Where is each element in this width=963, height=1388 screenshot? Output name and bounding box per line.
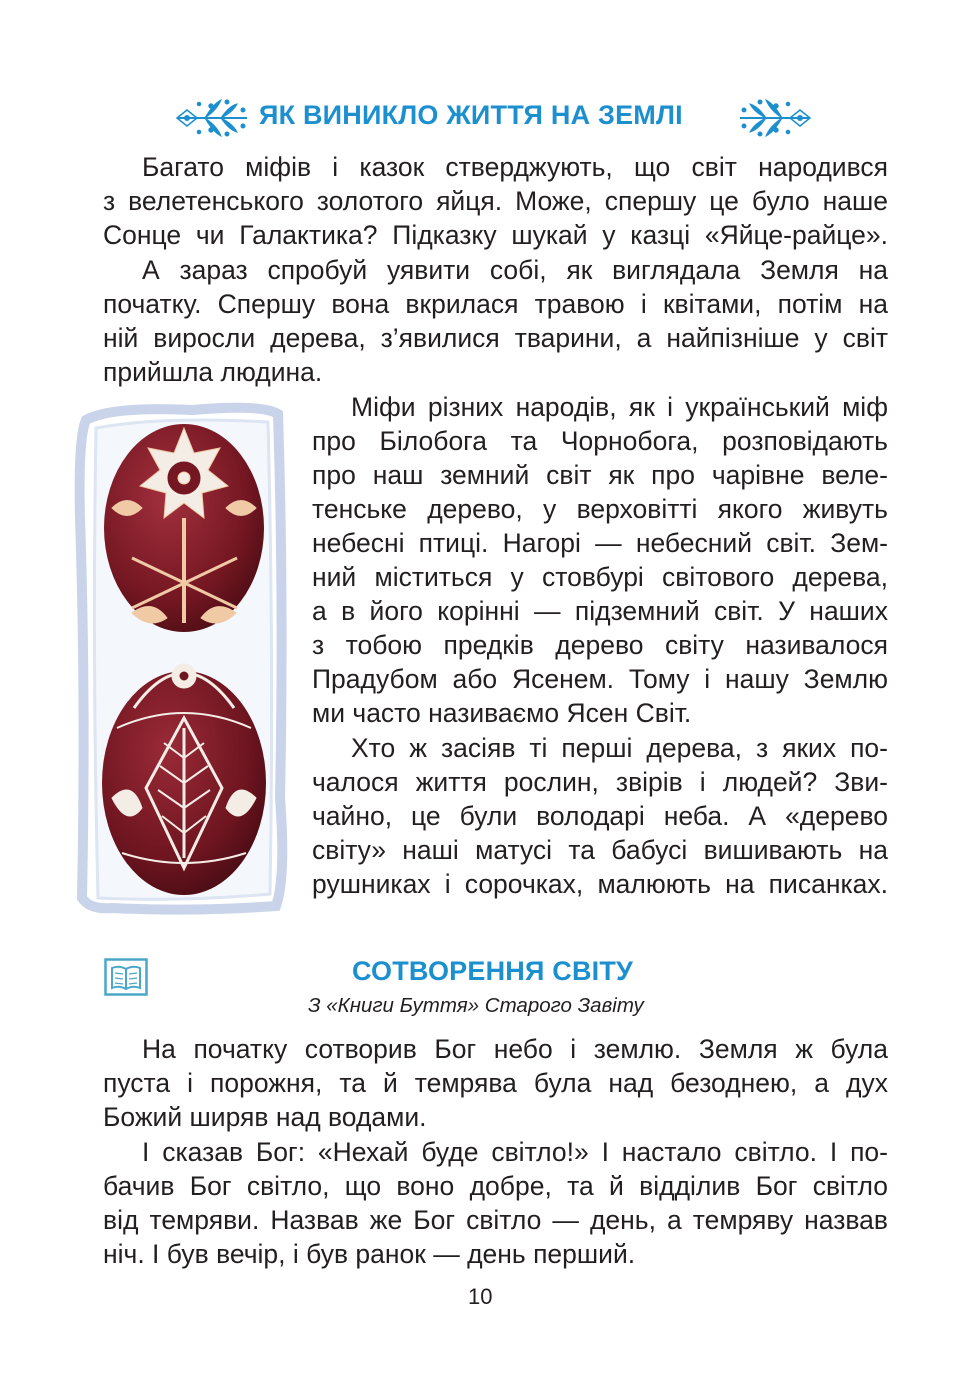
text-line: ніч. І був вечір, і був ранок — день перший. (103, 1239, 636, 1269)
text-line: світу» наші матусі та бабусі вишивають на (312, 835, 888, 865)
text-line: ми часто називаємо Ясен Світ. (312, 698, 692, 728)
text-line: чалося життя рослин, звірів і людей? Зви- (312, 767, 888, 797)
text-line: рушниках і сорочках, малюють на писанках. (312, 869, 888, 899)
section-title: СОТВОРЕННЯ СВІТУ (352, 956, 634, 986)
text-line: чайно, це були володарі неба. А «дерево (312, 801, 888, 831)
text-line: з тобою предків дерево світу називалося (312, 630, 888, 660)
text-line: Прадубом або Ясенем. Тому і нашу Землю (312, 664, 888, 694)
text-line: про наш земний світ як про чарівне веле- (312, 460, 888, 490)
page-number: 10 (468, 1284, 493, 1309)
text-line: від темряви. Назвав же Бог світло — день, а темряву назвав (103, 1205, 888, 1235)
text-line: ний міститься у стовбурі світового дерева, (312, 562, 888, 592)
text-line: тенське дерево, у верховітті якого живуть (312, 494, 888, 524)
text-line: бачив Бог світло, що воно добре, та й відділив Бог світло (103, 1171, 888, 1201)
text-line: Хто ж засіяв ті перші дерева, з яких по- (351, 733, 888, 763)
text-line: початку. Спершу вона вкрилася травою і квітами, потім на (103, 289, 888, 319)
text-line: Сонце чи Галактика? Підказку шукай у казці «Яйце-райце». (103, 220, 888, 250)
text-line: І сказав Бог: «Нехай буде світло!» І настало світло. І по- (142, 1137, 888, 1167)
text-line: Міфи різних народів, як і український міф (351, 392, 888, 422)
pysanky-illustration (72, 398, 290, 916)
text-line: ній виросли дерева, з’явилися тварини, а найпізніше у світ (103, 323, 888, 353)
text-line: з велетенського золотого яйця. Може, спершу це було наше (103, 186, 888, 216)
text-line: Багато міфів і казок стверджують, що світ народився (142, 152, 888, 182)
text-line: пуста і порожня, та й темрява була над безоднею, а дух (103, 1068, 888, 1098)
right-ornament-icon (738, 96, 812, 140)
text-line: А зараз спробуй уявити собі, як виглядала Земля на (142, 255, 888, 285)
text-line: Божий ширяв над водами. (103, 1102, 427, 1132)
text-line: На початку сотворив Бог небо і землю. Земля ж була (142, 1034, 888, 1064)
text-line: про Білобога та Чорнобога, розповідають (312, 426, 888, 456)
open-book-icon (104, 958, 148, 996)
text-line: а в його корінні — підземний світ. У наших (312, 596, 888, 626)
section-title: ЯК ВИНИКЛО ЖИТТЯ НА ЗЕМЛІ (259, 100, 683, 130)
text-line: небесні птиці. Нагорі — небесний світ. Зем- (312, 528, 888, 558)
section-subtitle: З «Книги Буття» Старого Завіту (308, 994, 644, 1017)
left-ornament-icon (175, 96, 249, 140)
text-line: прийшла людина. (103, 357, 323, 387)
